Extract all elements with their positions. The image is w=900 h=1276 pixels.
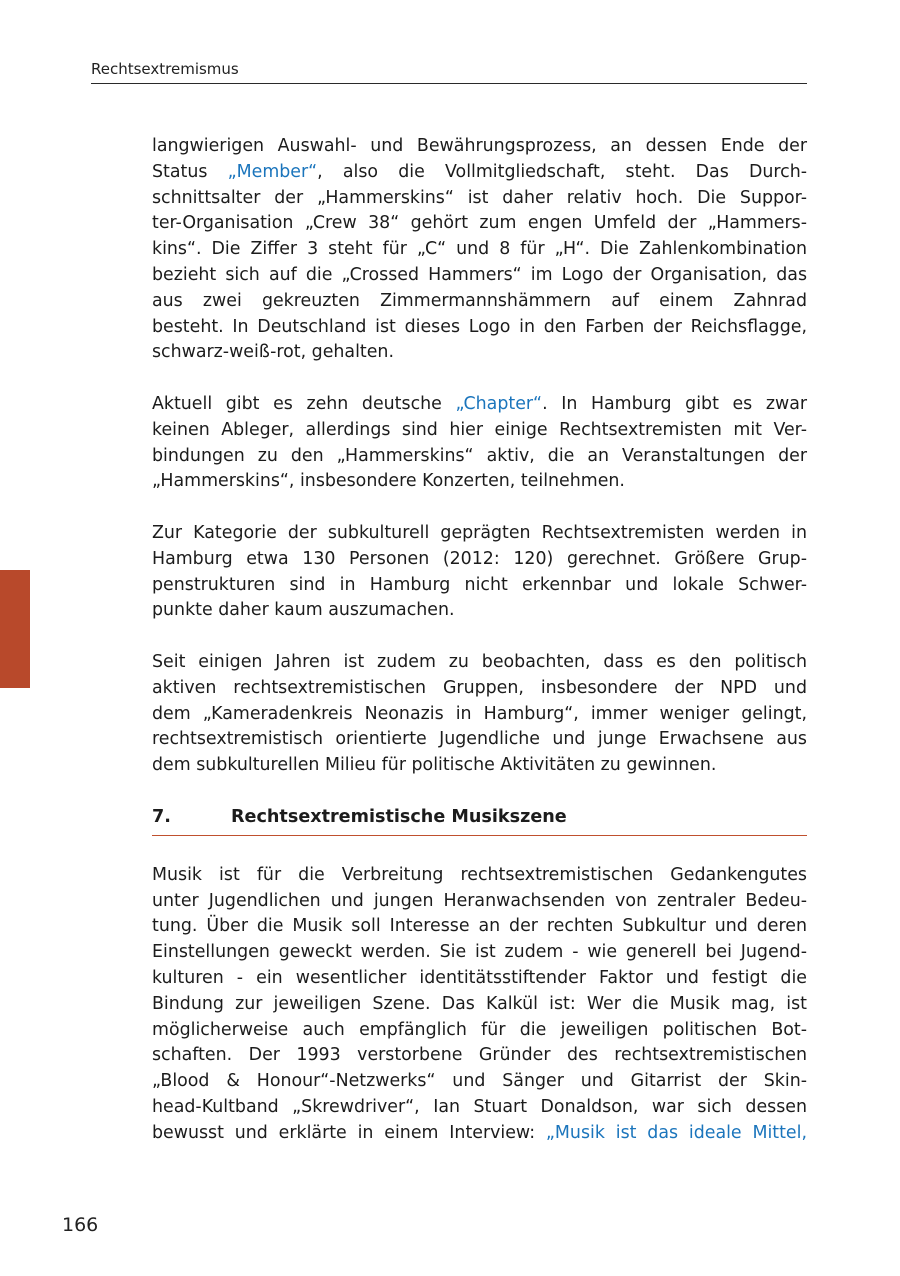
text-segment: bezieht sich auf die „Crossed Hammers“ im Logo der Organisation, das xyxy=(152,264,807,285)
text-segment: schwarz-weiß-rot, gehalten. xyxy=(152,342,394,363)
paragraph-music-scene xyxy=(152,863,807,1147)
text-segment: bindungen zu den „Hammerskins“ aktiv, die an Veranstaltungen der xyxy=(152,445,807,466)
text-line xyxy=(152,444,807,470)
text-segment: Einstellungen geweckt werden. Sie ist zudem - wie generell bei Jugend- xyxy=(152,942,807,963)
text-line xyxy=(152,966,807,992)
text-line xyxy=(152,1095,807,1121)
text-segment: Hamburg etwa 130 Personen (2012: 120) gerechnet. Größere Grup- xyxy=(152,548,807,569)
text-line xyxy=(152,753,807,779)
text-line xyxy=(152,992,807,1018)
text-segment: kins“. Die Ziffer 3 steht für „C“ und 8 für „H“. Die Zahlenkombination xyxy=(152,239,807,260)
text-segment: unter Jugendlichen und jungen Heranwachsenden von zentraler Bedeu- xyxy=(152,890,807,911)
text-line xyxy=(152,727,807,753)
chapter-tab-marker xyxy=(0,570,30,688)
text-line xyxy=(152,573,807,599)
text-segment: penstrukturen sind in Hamburg nicht erkennbar und lokale Schwer- xyxy=(152,574,807,595)
text-segment: ter-Organisation „Crew 38“ gehört zum engen Umfeld der „Hammers- xyxy=(152,213,807,234)
text-line xyxy=(152,134,807,160)
text-line xyxy=(152,1069,807,1095)
text-line xyxy=(152,702,807,728)
text-line xyxy=(152,1043,807,1069)
text-segment: Aktuell gibt es zehn deutsche xyxy=(152,393,456,414)
text-segment: schaften. Der 1993 verstorbene Gründer des rechtsextremistischen xyxy=(152,1045,807,1066)
text-segment: schnittsalter der „Hammerskins“ ist daher relativ hoch. Die Suppor- xyxy=(152,187,807,208)
running-header: Rechtsextremismus xyxy=(91,60,807,84)
page-number: 166 xyxy=(62,1214,99,1236)
text-line xyxy=(152,315,807,341)
paragraph-chapters xyxy=(152,392,807,495)
text-line xyxy=(152,863,807,889)
text-segment: punkte daher kaum auszumachen. xyxy=(152,600,455,621)
text-segment: aktiven rechtsextremistischen Gruppen, insbesondere der NPD und xyxy=(152,677,807,698)
text-segment: möglicherweise auch empfänglich für die jeweiligen politischen Bot- xyxy=(152,1019,807,1040)
text-segment: langwierigen Auswahl- und Bewährungsprozess, an dessen Ende der xyxy=(152,136,807,156)
text-segment: Seit einigen Jahren ist zudem zu beobachten, dass es den politisch xyxy=(152,651,807,672)
text-line xyxy=(152,211,807,237)
section-title: Rechtsextremistische Musikszene xyxy=(231,806,567,827)
text-segment: dem „Kameradenkreis Neonazis in Hamburg“, immer weniger gelingt, xyxy=(152,703,807,724)
text-line xyxy=(152,914,807,940)
paragraph-subculture-count xyxy=(152,521,807,624)
text-line xyxy=(152,160,807,186)
text-line xyxy=(152,650,807,676)
paragraph-hammerskins-membership xyxy=(152,134,807,366)
text-line xyxy=(152,676,807,702)
glossary-link[interactable]: „Member“ xyxy=(227,161,318,182)
paragraph-recruitment xyxy=(152,650,807,779)
text-segment: kulturen - ein wesentlicher identitätsstiftender Faktor und festigt die xyxy=(152,967,807,988)
text-segment: rechtsextremistisch orientierte Jugendliche und junge Erwachsene aus xyxy=(152,729,807,750)
text-line xyxy=(152,418,807,444)
text-line xyxy=(152,598,807,624)
text-line xyxy=(152,889,807,915)
text-line xyxy=(152,186,807,212)
text-segment: bewusst und erklärte in einem Interview: xyxy=(152,1122,546,1143)
text-line xyxy=(152,521,807,547)
text-segment: besteht. In Deutschland ist dieses Logo in den Farben der Reichsflagge, xyxy=(152,316,807,337)
text-line xyxy=(152,547,807,573)
text-line xyxy=(152,1121,807,1147)
text-segment: Zur Kategorie der subkulturell geprägten Rechtsextremisten werden in xyxy=(152,522,807,543)
text-line xyxy=(152,469,807,495)
text-segment: , also die Vollmitgliedschaft, steht. Das Durch- xyxy=(317,161,807,182)
text-segment: . In Hamburg gibt es zwar xyxy=(542,393,807,414)
text-segment: „Blood & Honour“-Netzwerks“ und Sänger und Gitarrist der Skin- xyxy=(152,1071,807,1092)
text-segment: Musik ist für die Verbreitung rechtsextremistischen Gedankengutes xyxy=(152,864,807,885)
text-line xyxy=(152,237,807,263)
text-segment: aus zwei gekreuzten Zimmermannshämmern auf einem Zahnrad xyxy=(152,290,807,311)
text-line xyxy=(152,1018,807,1044)
text-segment: keinen Ableger, allerdings sind hier einige Rechtsextremisten mit Ver- xyxy=(152,419,807,440)
text-segment: „Hammerskins“, insbesondere Konzerten, teilnehmen. xyxy=(152,471,625,492)
section-heading xyxy=(152,805,807,836)
section-number: 7. xyxy=(152,806,171,827)
text-segment: head-Kultband „Skrewdriver“, Ian Stuart Donaldson, war sich dessen xyxy=(152,1096,807,1117)
text-line xyxy=(152,289,807,315)
text-segment: Bindung zur jeweiligen Szene. Das Kalkül ist: Wer die Musik mag, ist xyxy=(152,993,807,1014)
glossary-link[interactable]: „Musik ist das ideale Mittel, xyxy=(545,1122,807,1143)
text-line xyxy=(152,263,807,289)
glossary-link[interactable]: „Chapter“ xyxy=(455,393,543,414)
page-body xyxy=(152,134,807,1146)
text-line xyxy=(152,940,807,966)
text-segment: dem subkulturellen Milieu für politische Aktivitäten zu gewinnen. xyxy=(152,755,717,776)
text-line xyxy=(152,340,807,366)
text-line xyxy=(152,392,807,418)
text-segment: Status xyxy=(152,161,228,182)
text-segment: tung. Über die Musik soll Interesse an der rechten Subkultur und deren xyxy=(152,916,807,937)
